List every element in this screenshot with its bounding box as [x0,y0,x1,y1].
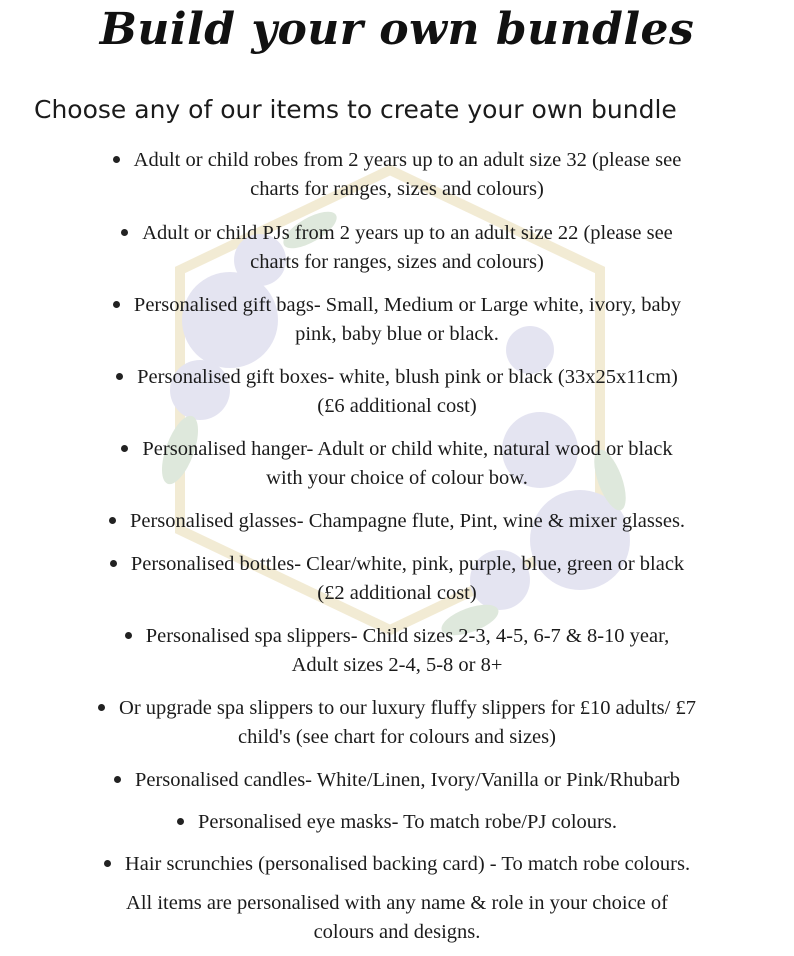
bullet-icon [104,860,111,867]
bullet-icon [98,704,105,711]
list-item-hanger [0,435,794,493]
list-item-scrunchies [0,850,794,879]
bullet-icon [110,560,117,567]
item-line2: pink, baby blue or black. [295,323,499,345]
item-line2: child's (see chart for colours and sizes) [238,726,556,748]
item-line1: Adult or child PJs from 2 years up to an adult size 22 (please see [142,222,673,244]
bullet-icon [125,632,132,639]
list-item-spa-slippers [0,622,794,680]
item-line2: (£2 additional cost) [317,582,477,604]
list-item-bottles [0,550,794,608]
item-line2: Adult sizes 2-4, 5-8 or 8+ [291,654,503,676]
bullet-icon [121,229,128,236]
item-line2: charts for ranges, sizes and colours) [250,251,544,273]
item-line1: Personalised gift bags- Small, Medium or Large white, ivory, baby [133,294,682,316]
bullet-icon [114,776,121,783]
item-line2: charts for ranges, sizes and colours) [250,178,544,200]
list-item-candles [0,766,794,795]
item-line1: Personalised hanger- Adult or child white, natural wood or black [142,438,673,460]
list-item-fluffy-slippers [0,694,794,752]
list-item-glasses [0,507,794,536]
list-item-gift-bags [0,291,794,349]
item-line2: (£6 additional cost) [317,395,477,417]
item-line1: Personalised bottles- Clear/white, pink, purple, blue, green or black [130,553,685,575]
list-item-eye-masks [0,808,794,837]
item-line1: Personalised spa slippers- Child sizes 2-3, 4-5, 6-7 & 8-10 year, [145,625,670,647]
item-line2: with your choice of colour bow. [266,467,528,489]
bullet-icon [113,301,120,308]
page-subtitle: Choose any of our items to create your own bundle [34,95,677,124]
bullet-icon [109,517,116,524]
item-line1: Or upgrade spa slippers to our luxury fluffy slippers for £10 adults/ £7 [119,697,696,719]
footer-line2: colours and designs. [313,921,481,943]
bullet-icon [113,156,120,163]
item-line1: Personalised glasses- Champagne flute, Pint, wine & mixer glasses. [129,510,686,532]
item-line1: Adult or child robes from 2 years up to an adult size 32 (please see [133,149,682,171]
page-title: Build your own bundles [99,4,695,55]
item-line1: Personalised eye masks- To match robe/PJ colours. [198,811,617,833]
item-line1: Hair scrunchies (personalised backing card) - To match robe colours. [124,853,691,875]
bullet-icon [121,445,128,452]
footer-line1: All items are personalised with any name & role in your choice of [126,892,668,914]
footer-note [40,889,754,947]
bullet-icon [177,818,184,825]
item-line1: Personalised gift boxes- white, blush pink or black (33x25x11cm) [137,366,678,388]
list-item-pjs [0,219,794,277]
list-item-gift-boxes [0,363,794,421]
list-item-robes [0,146,794,204]
item-line1: Personalised candles- White/Linen, Ivory/Vanilla or Pink/Rhubarb [134,769,681,791]
bullet-icon [116,373,123,380]
